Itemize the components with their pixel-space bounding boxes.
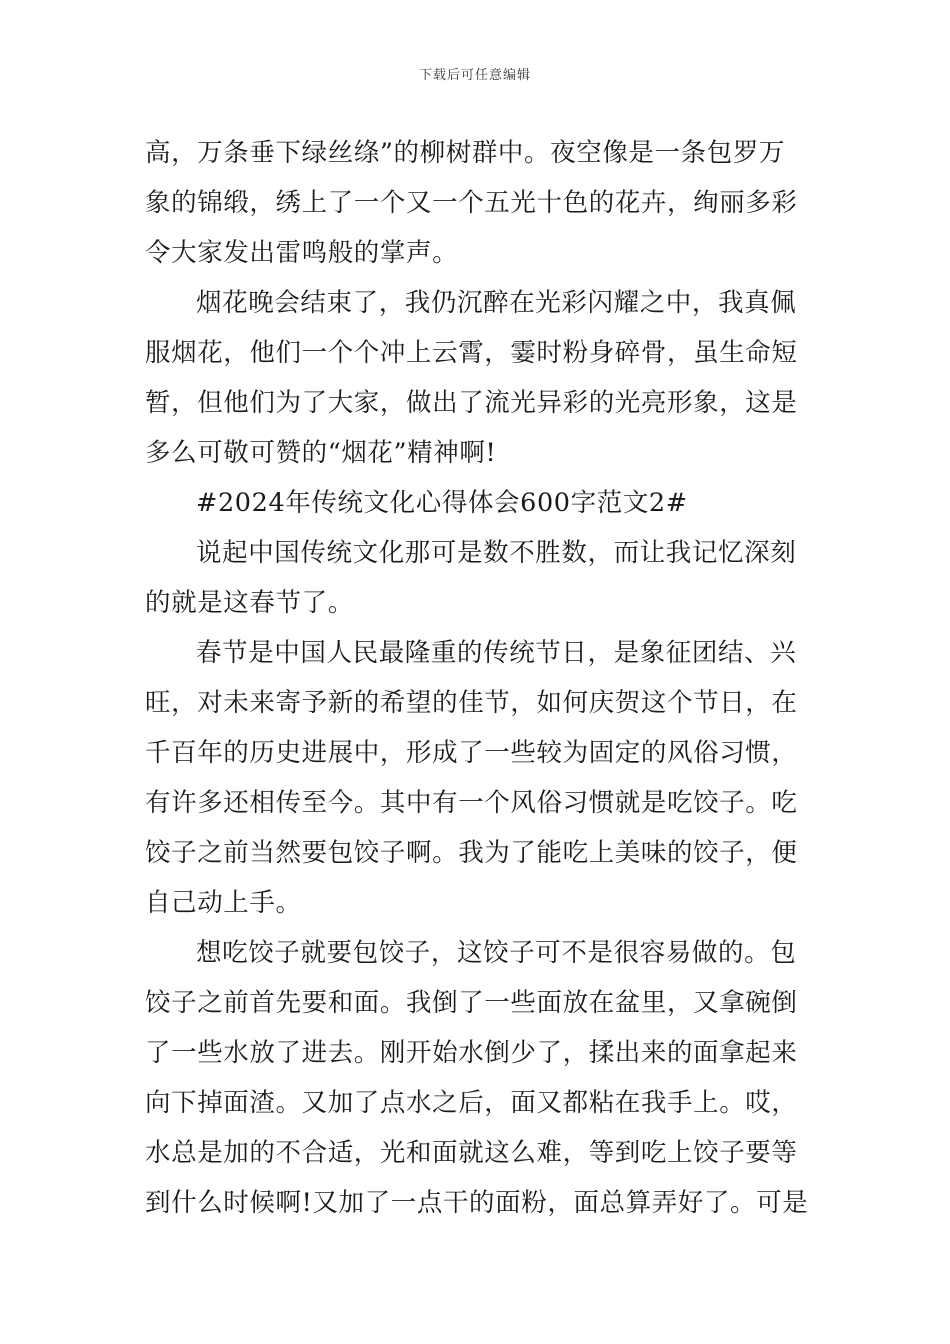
page-header: 下载后可任意编辑 bbox=[418, 68, 531, 83]
text-line-13: 千百年的历史进展中，形成了一些较为固定的风俗习惯， bbox=[145, 738, 798, 768]
text-line-20: 向下掉面渣。又加了点水之后，面又都粘在我手上。哎， bbox=[145, 1088, 798, 1118]
text-line-10: 的就是这春节了。 bbox=[145, 588, 354, 618]
text-line-21: 水总是加的不合适，光和面就这么难，等到吃上饺子要等 bbox=[145, 1138, 798, 1168]
text-line-7: 多么可敬可赞的“烟花”精神啊! bbox=[145, 438, 497, 468]
text-line-16: 自己动上手。 bbox=[145, 888, 302, 918]
text-line-12: 旺，对未来寄予新的希望的佳节，如何庆贺这个节日，在 bbox=[145, 688, 798, 718]
text-line-11: 春节是中国人民最隆重的传统节日，是象征团结、兴 bbox=[196, 638, 797, 668]
section-heading: #2024年传统文化心得体会600字范文2# bbox=[196, 488, 688, 518]
text-line-5: 服烟花，他们一个个冲上云霄，霎时粉身碎骨，虽生命短 bbox=[145, 338, 798, 368]
document-body bbox=[145, 128, 807, 1228]
text-line-1: 高，万条垂下绿丝绦”的柳树群中。夜空像是一条包罗万 bbox=[145, 138, 786, 168]
text-line-2: 象的锦缎，绣上了一个又一个五光十色的花卉，绚丽多彩 bbox=[145, 188, 798, 218]
text-line-6: 暂，但他们为了大家，做出了流光异彩的光亮形象，这是 bbox=[145, 388, 798, 418]
text-line-3: 令大家发出雷鸣般的掌声。 bbox=[145, 238, 459, 268]
text-line-14: 有许多还相传至今。其中有一个风俗习惯就是吃饺子。吃 bbox=[145, 788, 798, 818]
text-line-9: 说起中国传统文化那可是数不胜数，而让我记忆深刻 bbox=[196, 538, 797, 568]
text-line-4: 烟花晚会结束了，我仍沉醉在光彩闪耀之中，我真佩 bbox=[196, 288, 797, 318]
text-line-19: 了一些水放了进去。刚开始水倒少了，揉出来的面拿起来 bbox=[145, 1038, 798, 1068]
text-line-22: 到什么时候啊!又加了一点干的面粉，面总算弄好了。可是 bbox=[145, 1188, 809, 1218]
text-line-18: 饺子之前首先要和面。我倒了一些面放在盆里，又拿碗倒 bbox=[145, 988, 798, 1018]
text-line-17: 想吃饺子就要包饺子，这饺子可不是很容易做的。包 bbox=[196, 938, 797, 968]
text-line-15: 饺子之前当然要包饺子啊。我为了能吃上美味的饺子，便 bbox=[145, 838, 798, 868]
